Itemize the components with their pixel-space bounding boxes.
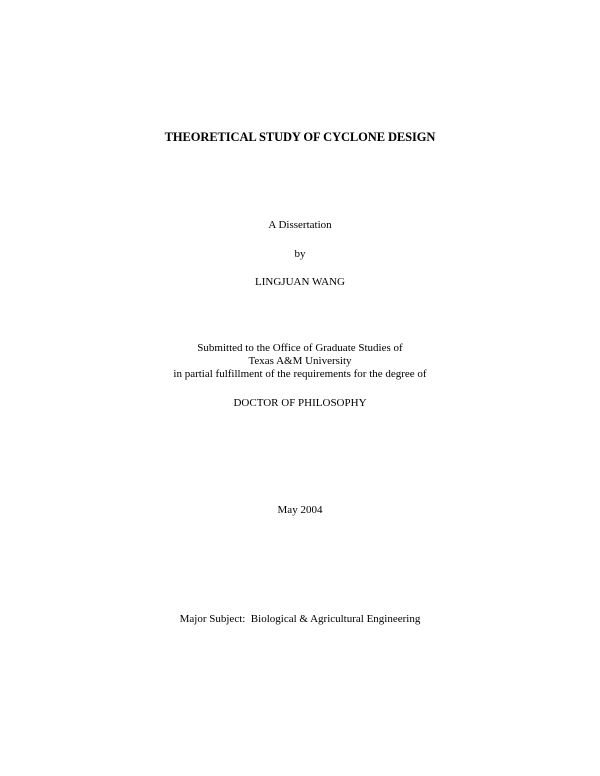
by-label: by — [294, 248, 306, 260]
submission-line-3: in partial fulfillment of the requirements for the degree of — [173, 368, 427, 380]
major-subject: Major Subject: Biological & Agricultural Engineering — [179, 613, 421, 625]
submission-line-1: Submitted to the Office of Graduate Studies of — [197, 342, 403, 354]
document-type: A Dissertation — [268, 219, 332, 231]
submission-line-2: Texas A&M University — [248, 355, 352, 367]
dissertation-title: THEORETICAL STUDY OF CYCLONE DESIGN — [164, 130, 436, 144]
submission-date: May 2004 — [277, 504, 323, 516]
author-name: LINGJUAN WANG — [255, 276, 345, 288]
degree-name: DOCTOR OF PHILOSOPHY — [233, 397, 367, 409]
